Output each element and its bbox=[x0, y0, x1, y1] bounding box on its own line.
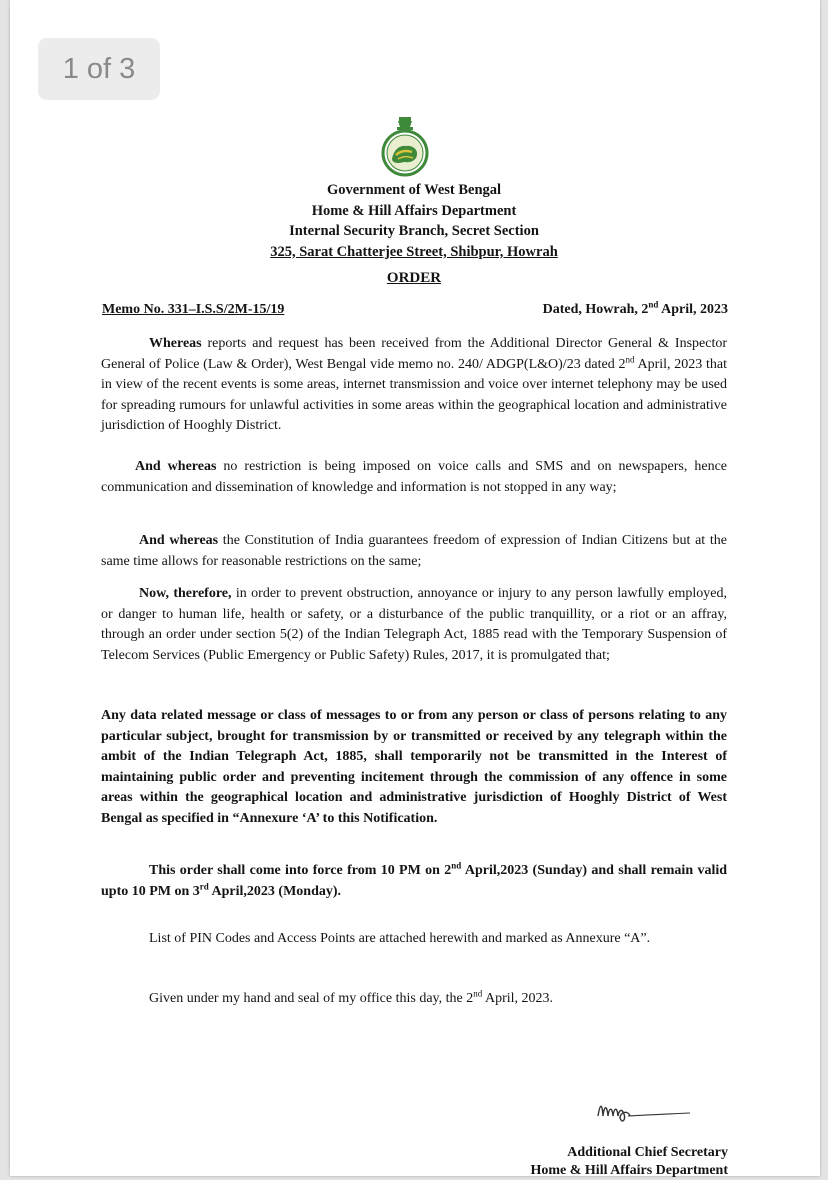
signatory-department: Home & Hill Affairs Department bbox=[530, 1163, 728, 1178]
header-branch: Internal Security Branch, Secret Section bbox=[289, 223, 539, 239]
handwritten-signature bbox=[594, 1090, 694, 1130]
header-department: Home & Hill Affairs Department bbox=[311, 202, 517, 219]
header-address: 325, Sarat Chatterjee Street, Shibpur, Howrah bbox=[270, 243, 558, 260]
document-header bbox=[0, 180, 828, 262]
paragraph-validity: This order shall come into force from 10 PM on 2nd April,2023 (Sunday) and shall remain valid upto 10 PM on 3rd April,2023 (Monday). bbox=[101, 860, 728, 899]
paragraph-whereas: Whereas reports and request has been received from the Additional Director General & Inspector General of Police (Law & Order), West Bengal vide memo no. 240/ ADGP(L&O)/23 dated 2nd April, 2023 that in view of the recent events is some areas, internet transmission and voice over internet telephony may be used for spreading rumours for unlawful activities in some areas within the geographical location and administrative jurisdiction of Hooghly District. bbox=[101, 336, 727, 434]
signatory-block bbox=[530, 1144, 728, 1180]
page-indicator: 1 of 3 bbox=[38, 38, 160, 100]
paragraph-now-therefore: Now, therefore, in order to prevent obstruction, annoyance or injury to any person lawfully employed, or danger to human life, health or safety, or a disturbance of the public tranquillity, or a riot or an affray, through an order under section 5(2) of the Indian Telegraph Act, 1885 read with the Temporary Suspension of Telecom Services (Public Emergency or Public Safety) Rules, 2017, it is promulgated that; bbox=[101, 586, 728, 663]
memo-number: Memo No. 331–I.S.S/2M-15/19 bbox=[102, 302, 285, 317]
memo-date: Dated, Howrah, 2nd April, 2023 bbox=[542, 299, 728, 317]
paragraph-prohibition: Any data related message or class of messages to or from any person or class of persons relating to any particular subject, brought for transmission by or transmitted or received by any telegraph within the ambit of the Indian Telegraph Act, 1885, shall temporarily not be transmitted in the Interest of maintaining public order and preventing incitement through the commission of any offence in some areas within the geographical location and administrative jurisdiction of Hooghly District of West Bengal as specified in “Annexure ‘A’ to this Notification. bbox=[101, 708, 727, 826]
west-bengal-emblem-icon bbox=[376, 115, 434, 177]
paragraph-given-under: Given under my hand and seal of my office this day, the 2nd April, 2023. bbox=[149, 988, 554, 1006]
order-title: ORDER bbox=[386, 270, 442, 286]
paragraph-and-whereas-1: And whereas no restriction is being imposed on voice calls and SMS and on newspapers, hence communication and dissemination of knowledge and information is not stopped in any way; bbox=[101, 459, 727, 495]
header-government: Government of West Bengal bbox=[326, 182, 502, 198]
signatory-designation: Additional Chief Secretary bbox=[567, 1145, 728, 1160]
paragraph-annexure: List of PIN Codes and Access Points are attached herewith and marked as Annexure “A”. bbox=[149, 931, 651, 946]
paragraph-and-whereas-2: And whereas the Constitution of India guarantees freedom of expression of Indian Citizens but at the same time allows for reasonable restrictions on the same; bbox=[101, 533, 727, 569]
